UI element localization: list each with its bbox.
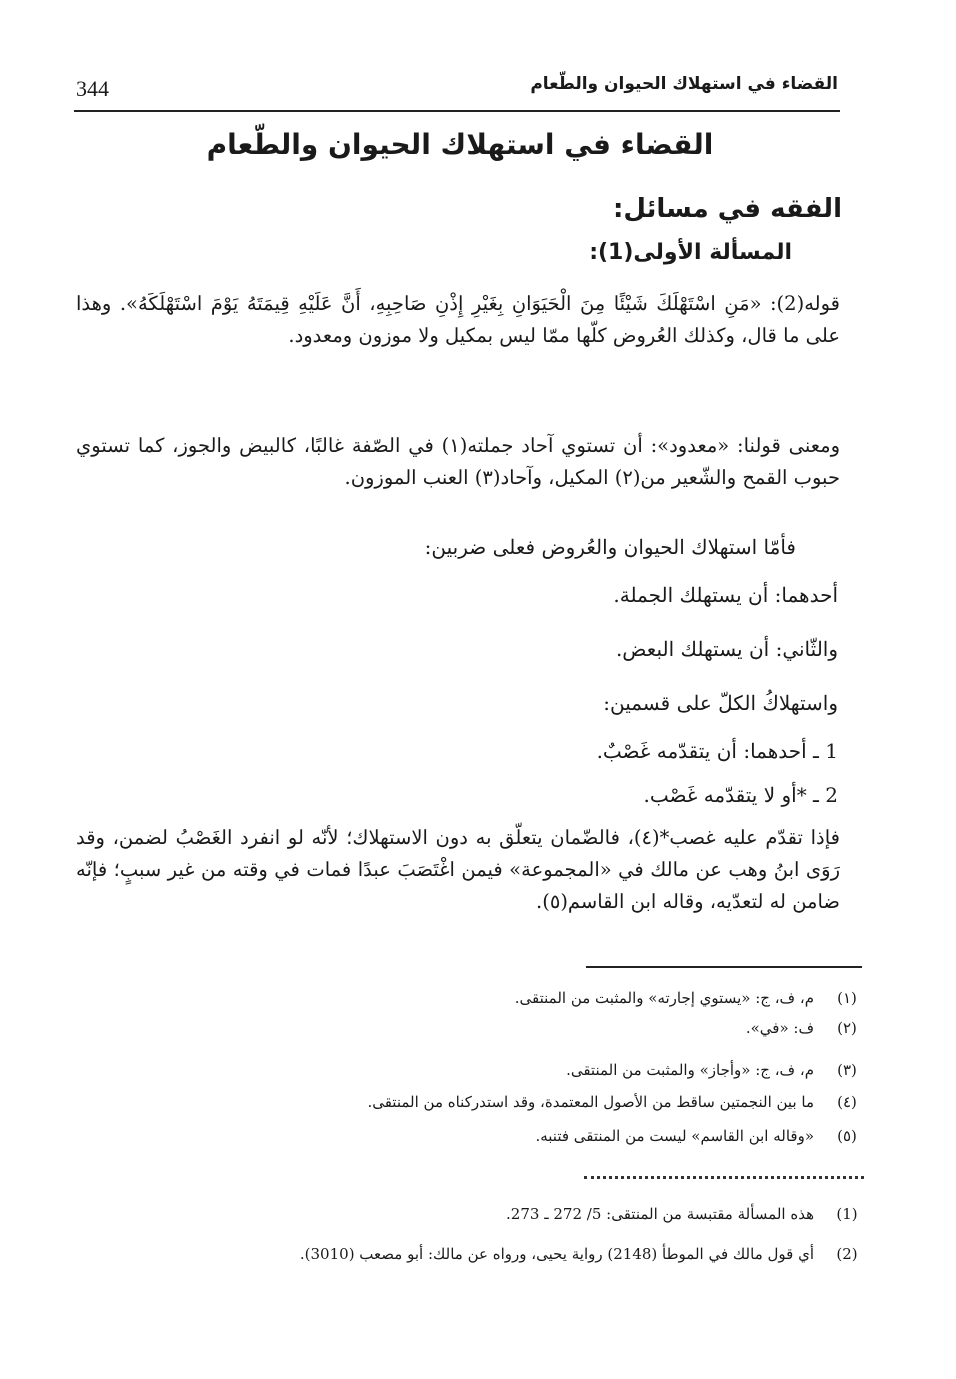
footnote xyxy=(62,1016,862,1040)
section-heading: الفقه في مسائل: xyxy=(613,194,842,224)
issue-heading: المسألة الأولى(1): xyxy=(589,240,792,265)
footnote-number: (٤) xyxy=(837,1093,857,1111)
footnote-divider xyxy=(586,966,862,968)
footnote xyxy=(62,1124,862,1148)
footnote-text: ما بين النجمتين ساقط من الأصول المعتمدة، وقد استدركناه من المنتقى. xyxy=(367,1093,814,1111)
footnote xyxy=(62,1202,862,1226)
footnote-text: ف: «في». xyxy=(745,1019,814,1037)
text-line-whole: واستهلاكُ الكلّ على قسمين: xyxy=(603,691,838,715)
footnote-text: م، ف، ج: «وأجاز» والمثبت من المنتقى. xyxy=(566,1061,814,1079)
chapter-title: القضاء في استهلاك الحيوان والطّعام xyxy=(206,128,714,161)
paragraph-definition: ومعنى قولنا: «معدود»: أن تستوي آحاد جملته(١) في الصّفة غالبًا، كالبيض والجوز، كما تستوي حبوب القمح والشّعير من(٢) المكيل، وآحاد(٣) العنب الموزون. xyxy=(76,434,841,489)
page-number: 344 xyxy=(76,76,109,101)
footnote-number: (١) xyxy=(837,989,857,1007)
footnote xyxy=(62,1058,862,1082)
text-line-second: والثّاني: أن يستهلك البعض. xyxy=(615,637,838,661)
footnote-number: (٢) xyxy=(837,1019,857,1037)
footnote-number: (1) xyxy=(836,1205,858,1223)
footnote-text: هذه المسألة مقتبسة من المنتقى: 5/ 272 ـ 273. xyxy=(506,1205,814,1223)
footnote-text: أي قول مالك في الموطأ (2148) رواية يحيى، ورواه عن مالك: أبو مصعب (3010). xyxy=(299,1245,814,1263)
footnote xyxy=(62,986,862,1010)
list-item-2: 2 ـ *أو لا يتقدّمه غَصْب. xyxy=(643,783,838,807)
dotted-divider xyxy=(584,1176,864,1179)
footnote-number: (٣) xyxy=(837,1061,857,1079)
header-divider xyxy=(74,110,840,112)
text-line-division: فأمّا استهلاك الحيوان والعُروض فعلى ضربين: xyxy=(424,535,796,559)
text-line-first: أحدهما: أن يستهلك الجملة. xyxy=(613,583,838,607)
footnote-number: (٥) xyxy=(837,1127,857,1145)
footnote xyxy=(62,1090,862,1114)
paragraph-ruling: فإذا تقدّم عليه غصب*(٤)، فالضّمان يتعلّق به دون الاستهلاك؛ لأنّه لو انفرد الغَصْبُ لضمن، وقد رَوَى ابنُ وهب عن مالك في «المجموعة» فيمن اغْتَصَبَ عبدًا فمات في وقته من غير سببٍ؛ فإنّه ضامن له لتعدّيه، وقاله ابن القاسم(٥). xyxy=(76,826,840,913)
footnote xyxy=(62,1242,862,1266)
running-title: القضاء في استهلاك الحيوان والطّعام xyxy=(530,74,838,94)
footnote-number: (2) xyxy=(836,1245,858,1263)
list-item-1: 1 ـ أحدهما: أن يتقدّمه غَصْبٌ. xyxy=(596,739,838,763)
footnote-text: «وقاله ابن القاسم» ليست من المنتقى فتنبه. xyxy=(535,1127,814,1145)
footnote-text: م، ف، ج: «يستوي إجارته» والمثبت من المنتقى. xyxy=(514,989,814,1007)
paragraph-quote: قوله(2): «مَنِ اسْتَهْلَكَ شَيْئًا مِنَ الْحَيَوَانِ بِغَيْرِ إِذْنِ صَاحِبِهِ، أَنَّ عَلَيْهِ قِيمَتَهُ يَوْمَ اسْتَهْلَكَهُ». وهذا على ما قال، وكذلك العُروض كلّها ممّا ليس بمكيل ولا موزون ومعدود. xyxy=(76,292,840,347)
